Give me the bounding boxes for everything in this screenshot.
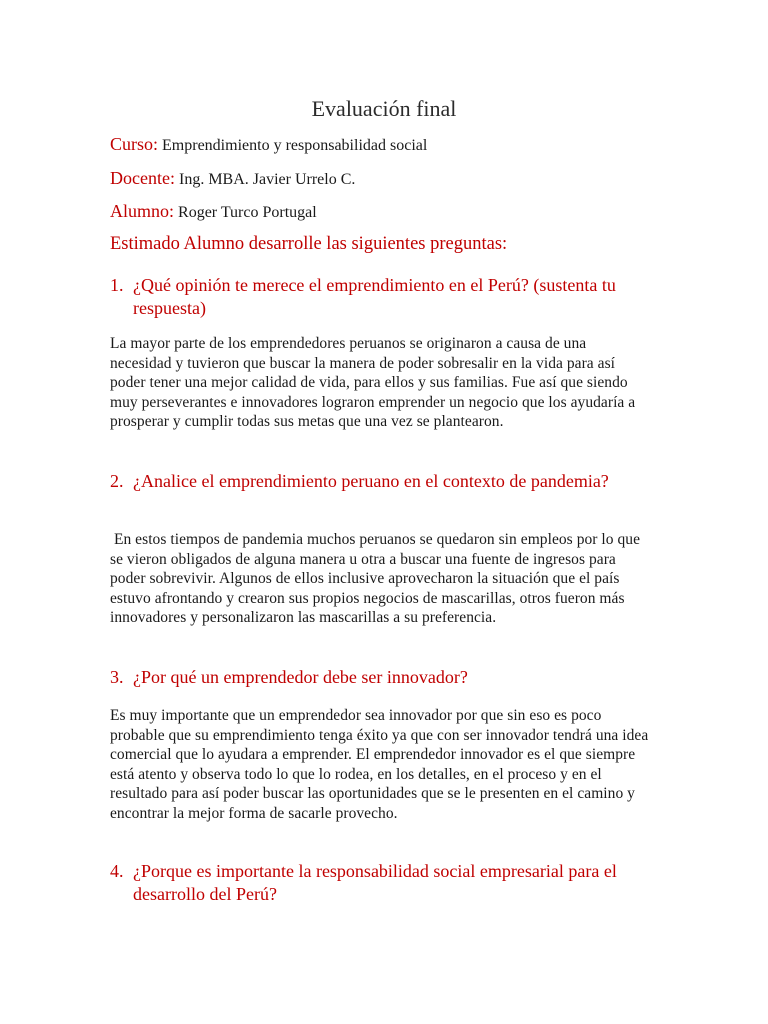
question-1-number: 1.: [110, 275, 124, 295]
question-4-number: 4.: [110, 861, 124, 881]
student-row: [110, 201, 317, 222]
question-2-text: ¿Analice el emprendimiento peruano en el contexto de pandemia?: [133, 471, 609, 491]
answer-1: La mayor parte de los emprendedores peruanos se originaron a causa de una necesidad y tuvieron que buscar la manera de poder sobresalir en la vida para así poder tener una mejor calidad de vida, para ellos y sus familias. Fue así que siendo muy perseverantes e innovadores lograron emprender un negocio que los ayudaría a prosperar y cumplir todas sus metas que una vez se plantearon.: [110, 335, 636, 431]
course-row: [110, 134, 427, 155]
course-separator: :: [153, 134, 159, 154]
course-label: Curso: [110, 134, 154, 154]
answer-2: En estos tiempos de pandemia muchos peruanos se quedaron sin empleos por lo que se vieron obligados de alguna manera u otra a buscar una fuente de ingresos para poder sobrevivir. Algunos de ellos inclusive aprovecharon la situación que el país estuvo afrontando y crearon sus propios negocios de mascarillas, otros fueron más innovadores y personalizaron las mascarillas a su preferencia.: [110, 531, 644, 627]
question-3-text: ¿Por qué un emprendedor debe ser innovador?: [133, 667, 468, 687]
course-value: Emprendimiento y responsabilidad social: [162, 137, 428, 154]
question-2: [110, 470, 670, 493]
teacher-label: Docente: [110, 168, 170, 188]
question-4-text: ¿Porque es importante la responsabilidad social empresarial para el desarrollo del Perú?: [133, 861, 617, 904]
question-3-number: 3.: [110, 667, 124, 687]
question-1: [110, 274, 670, 320]
question-4: [110, 860, 670, 906]
student-label: Alumno: [110, 201, 170, 221]
teacher-separator: :: [169, 168, 175, 188]
question-1-text: ¿Qué opinión te merece el emprendimiento en el Perú? (sustenta tu respuesta): [133, 275, 616, 318]
teacher-row: [110, 168, 355, 189]
question-2-number: 2.: [110, 471, 124, 491]
student-value: Roger Turco Portugal: [178, 204, 317, 221]
question-3: [110, 666, 670, 689]
answer-3: Es muy importante que un emprendedor sea innovador por que sin eso es poco probable que su emprendimiento tenga éxito ya que con ser innovador tendrá una idea comercial que lo ayudara a emprender. El emprendedor innovador es el que siempre está atento y observa todo lo que lo rodea, en los detalles, en el proceso y en el resultado para así poder buscar las oportunidades que se le presenten en el camino y encontrar la mejor forma de sacarle provecho.: [110, 707, 649, 822]
teacher-value: Ing. MBA. Javier Urrelo C.: [178, 171, 356, 188]
student-separator: :: [169, 201, 175, 221]
instructions: Estimado Alumno desarrolle las siguientes preguntas:: [110, 234, 508, 254]
document-title: Evaluación final: [311, 96, 457, 121]
